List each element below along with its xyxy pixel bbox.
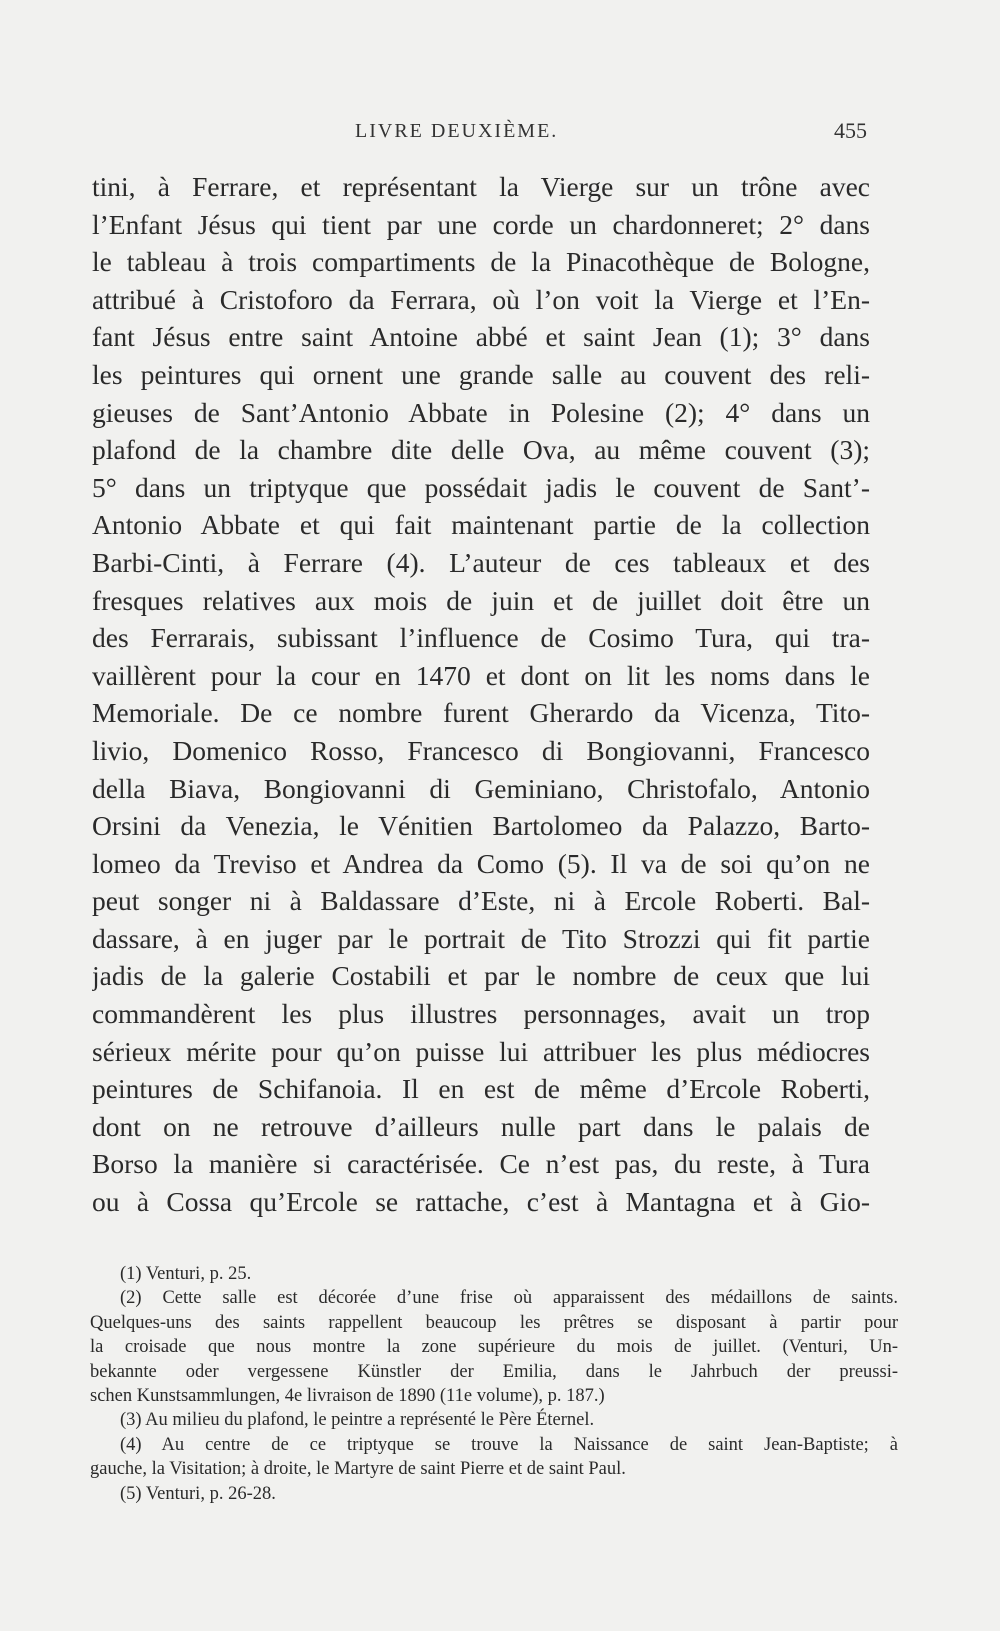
footnote-line: bekannte oder vergessene Künstler der Emilia, dans le Jahrbuch der preussi-: [90, 1361, 898, 1382]
body-line: plafond de la chambre dite delle Ova, au même couvent (3);: [92, 434, 870, 466]
body-line: vaillèrent pour la cour en 1470 et dont on lit les noms dans le: [92, 659, 870, 691]
body-line: peut songer ni à Baldassare d’Este, ni à Ercole Roberti. Bal-: [92, 885, 870, 917]
footnote-line: Quelques-uns des saints rappellent beaucoup les prêtres se disposant à partir pour: [90, 1312, 898, 1333]
body-line: della Biava, Bongiovanni di Geminiano, Christofalo, Antonio: [92, 772, 870, 804]
page-number: 455: [834, 118, 867, 143]
body-line: tini, à Ferrare, et représentant la Vierge sur un trône avec: [92, 171, 870, 202]
body-line: les peintures qui ornent une grande salle au couvent des reli-: [92, 358, 870, 390]
body-line: des Ferrarais, subissant l’influence de Cosimo Tura, qui tra-: [92, 622, 870, 654]
body-line: jadis de la galerie Costabili et par le nombre de ceux que lui: [92, 960, 870, 992]
body-line: fresques relatives aux mois de juin et de juillet doit être un: [92, 584, 870, 616]
footnote-line: (2) Cette salle est décorée d’une frise où apparaissent des médaillons de saints.: [120, 1288, 898, 1309]
body-line: peintures de Schifanoia. Il en est de même d’Ercole Roberti,: [92, 1073, 870, 1105]
body-line: 5° dans un triptyque que possédait jadis le couvent de Sant’-: [92, 471, 870, 503]
footnote-line: (4) Au centre de ce triptyque se trouve la Naissance de saint Jean-Baptiste; à: [120, 1434, 898, 1455]
footnote-line: gauche, la Visitation; à droite, le Martyre de saint Pierre et de saint Paul.: [90, 1459, 626, 1480]
footnote-line: schen Kunstsammlungen, 4e livraison de 1890 (11e volume), p. 187.): [90, 1385, 605, 1406]
body-line: le tableau à trois compartiments de la Pinacothèque de Bologne,: [92, 246, 870, 278]
body-line: sérieux mérite pour qu’on puisse lui attribuer les plus médiocres: [92, 1035, 870, 1067]
footnote-line: (5) Venturi, p. 26-28.: [120, 1483, 276, 1504]
footnotes: [90, 1262, 898, 1506]
body-line: Memoriale. De ce nombre furent Gherardo da Vicenza, Tito-: [92, 697, 870, 729]
body-line: dont on ne retrouve d’ailleurs nulle part dans le palais de: [92, 1110, 870, 1142]
footnote-line: (3) Au milieu du plafond, le peintre a représenté le Père Éternel.: [120, 1410, 595, 1431]
body-line: Barbi-Cinti, à Ferrare (4). L’auteur de ces tableaux et des: [92, 546, 870, 578]
body-line: fant Jésus entre saint Antoine abbé et saint Jean (1); 3° dans: [92, 321, 870, 353]
running-title: LIVRE DEUXIÈME.: [355, 120, 559, 142]
body-line: livio, Domenico Rosso, Francesco di Bongiovanni, Francesco: [92, 734, 870, 766]
body-line: attribué à Cristoforo da Ferrara, où l’on voit la Vierge et l’En-: [92, 283, 870, 315]
body-line: gieuses de Sant’Antonio Abbate in Polesine (2); 4° dans un: [92, 396, 870, 428]
body-line: dassare, à en juger par le portrait de Tito Strozzi qui fit partie: [92, 922, 870, 954]
body-line: Antonio Abbate et qui fait maintenant partie de la collection: [92, 509, 870, 541]
page-header: [95, 120, 867, 150]
footnote-line: (1) Venturi, p. 25.: [120, 1264, 252, 1284]
body-line: lomeo da Treviso et Andrea da Como (5). Il va de soi qu’on ne: [92, 847, 870, 879]
body-line: l’Enfant Jésus qui tient par une corde un chardonneret; 2° dans: [92, 208, 870, 240]
body-line: Orsini da Venezia, le Vénitien Bartolomeo da Palazzo, Barto-: [92, 810, 870, 842]
body-line: ou à Cossa qu’Ercole se rattache, c’est à Mantagna et à Gio-: [92, 1186, 870, 1218]
body-line: commandèrent les plus illustres personnages, avait un trop: [92, 998, 870, 1030]
body-line: Borso la manière si caractérisée. Ce n’est pas, du reste, à Tura: [92, 1148, 870, 1180]
body-text: [92, 168, 870, 1221]
footnote-line: la croisade que nous montre la zone supérieure du mois de juillet. (Venturi, Un-: [90, 1337, 898, 1358]
